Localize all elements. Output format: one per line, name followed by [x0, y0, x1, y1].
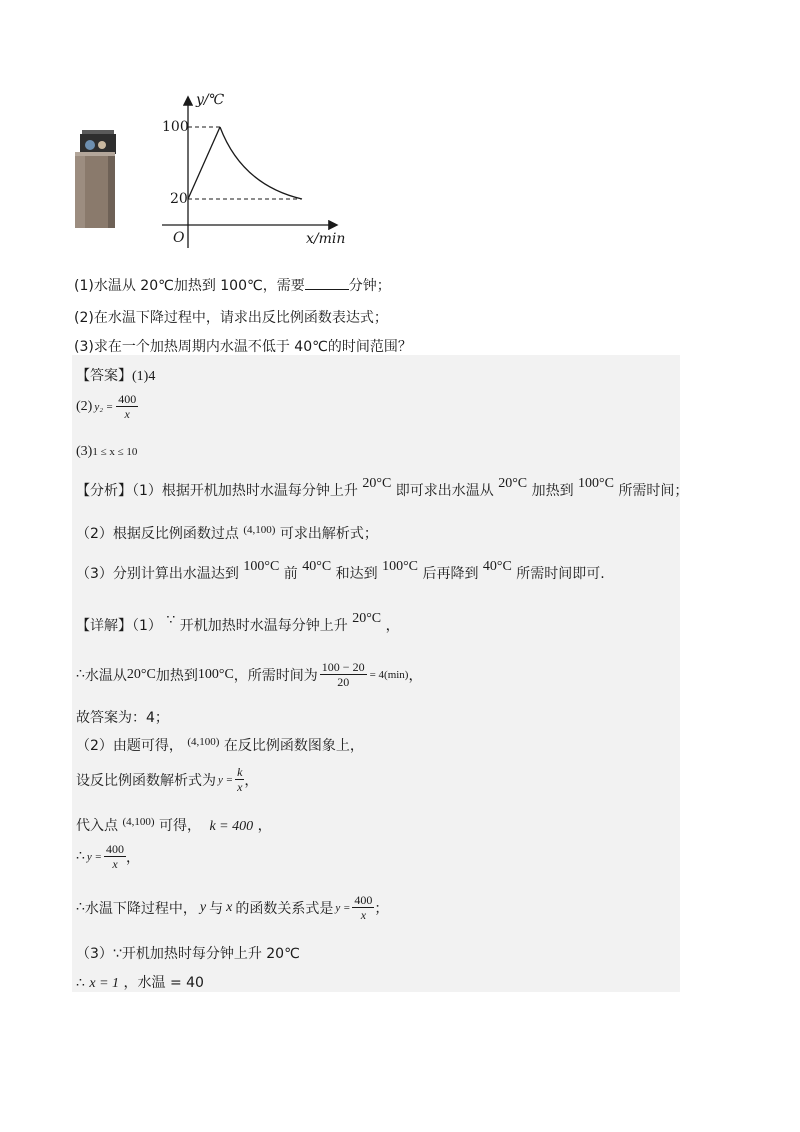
water-dispenser-image [70, 128, 120, 230]
cooling-curve [220, 127, 302, 199]
heating-line [188, 127, 220, 199]
detail-5: 设反比例函数解析式为 y = $\frac{k}{x}$ ， [76, 765, 259, 794]
question-2: (2)在水温下降过程中，请求出反比例函数表达式； [74, 310, 388, 326]
y-axis-label: y/℃ [196, 92, 225, 108]
detail-7: ∴ y = $\frac{400}{x}$ ， [76, 842, 140, 871]
detail-9: （3）∵开机加热时每分钟上升 20℃ [76, 946, 300, 962]
detail-2: ∴ 水温从 20°C 加热到 100°C ，所需时间为 $\frac{100 - 20}{20}$ = 4(min) ， [76, 660, 423, 689]
answer-3: (3)1 ≤ x ≤ 10 [76, 444, 138, 459]
analysis-3: （3）分别计算出水温达到 100°C 前 40°C 和达到 100°C 后再降到 40°C 所需时间即可. [76, 559, 605, 582]
origin-label: O [173, 230, 185, 246]
detail-8: ∴ 水温下降过程中， y 与 x 的函数关系式是 y = $\frac{400}{x}$ ； [76, 893, 389, 922]
x-axis-label: x/min [306, 231, 346, 247]
question-3: (3)求在一个加热周期内水温不低于 40℃的时间范围？ [74, 339, 412, 355]
detail-4: （2）由题可得， $^{(4,100)}$ 在反比例函数图象上， [76, 736, 364, 754]
tick-20: 20 [170, 191, 188, 207]
detail-10: ∴ x = 1 ，水温 = 40 [76, 975, 204, 991]
detail-1: 【详解】（1） ∵ 开机加热时水温每分钟上升 20°C ， [76, 611, 400, 634]
detail-6: 代入点 $^{(4,100)}$ 可得， k = 400 ， [76, 816, 272, 834]
answer-1: 【答案】(1)4 [76, 368, 156, 384]
tick-100: 100 [162, 119, 189, 135]
analysis-2: （2）根据反比例函数过点 $^{(4,100)}$ 可求出解析式； [76, 524, 378, 542]
detail-3: 故答案为：4； [76, 710, 169, 726]
analysis-1: 【分析】（1）根据开机加热时水温每分钟上升 20°C 即可求出水温从 20°C 加热到 100°C 所需时间； [76, 476, 689, 499]
question-1: (1)水温从 20℃加热到 100℃，需要 分钟； [74, 278, 391, 294]
answer-2: (2) y₂ = $\frac{400}{x}$ [76, 392, 137, 421]
